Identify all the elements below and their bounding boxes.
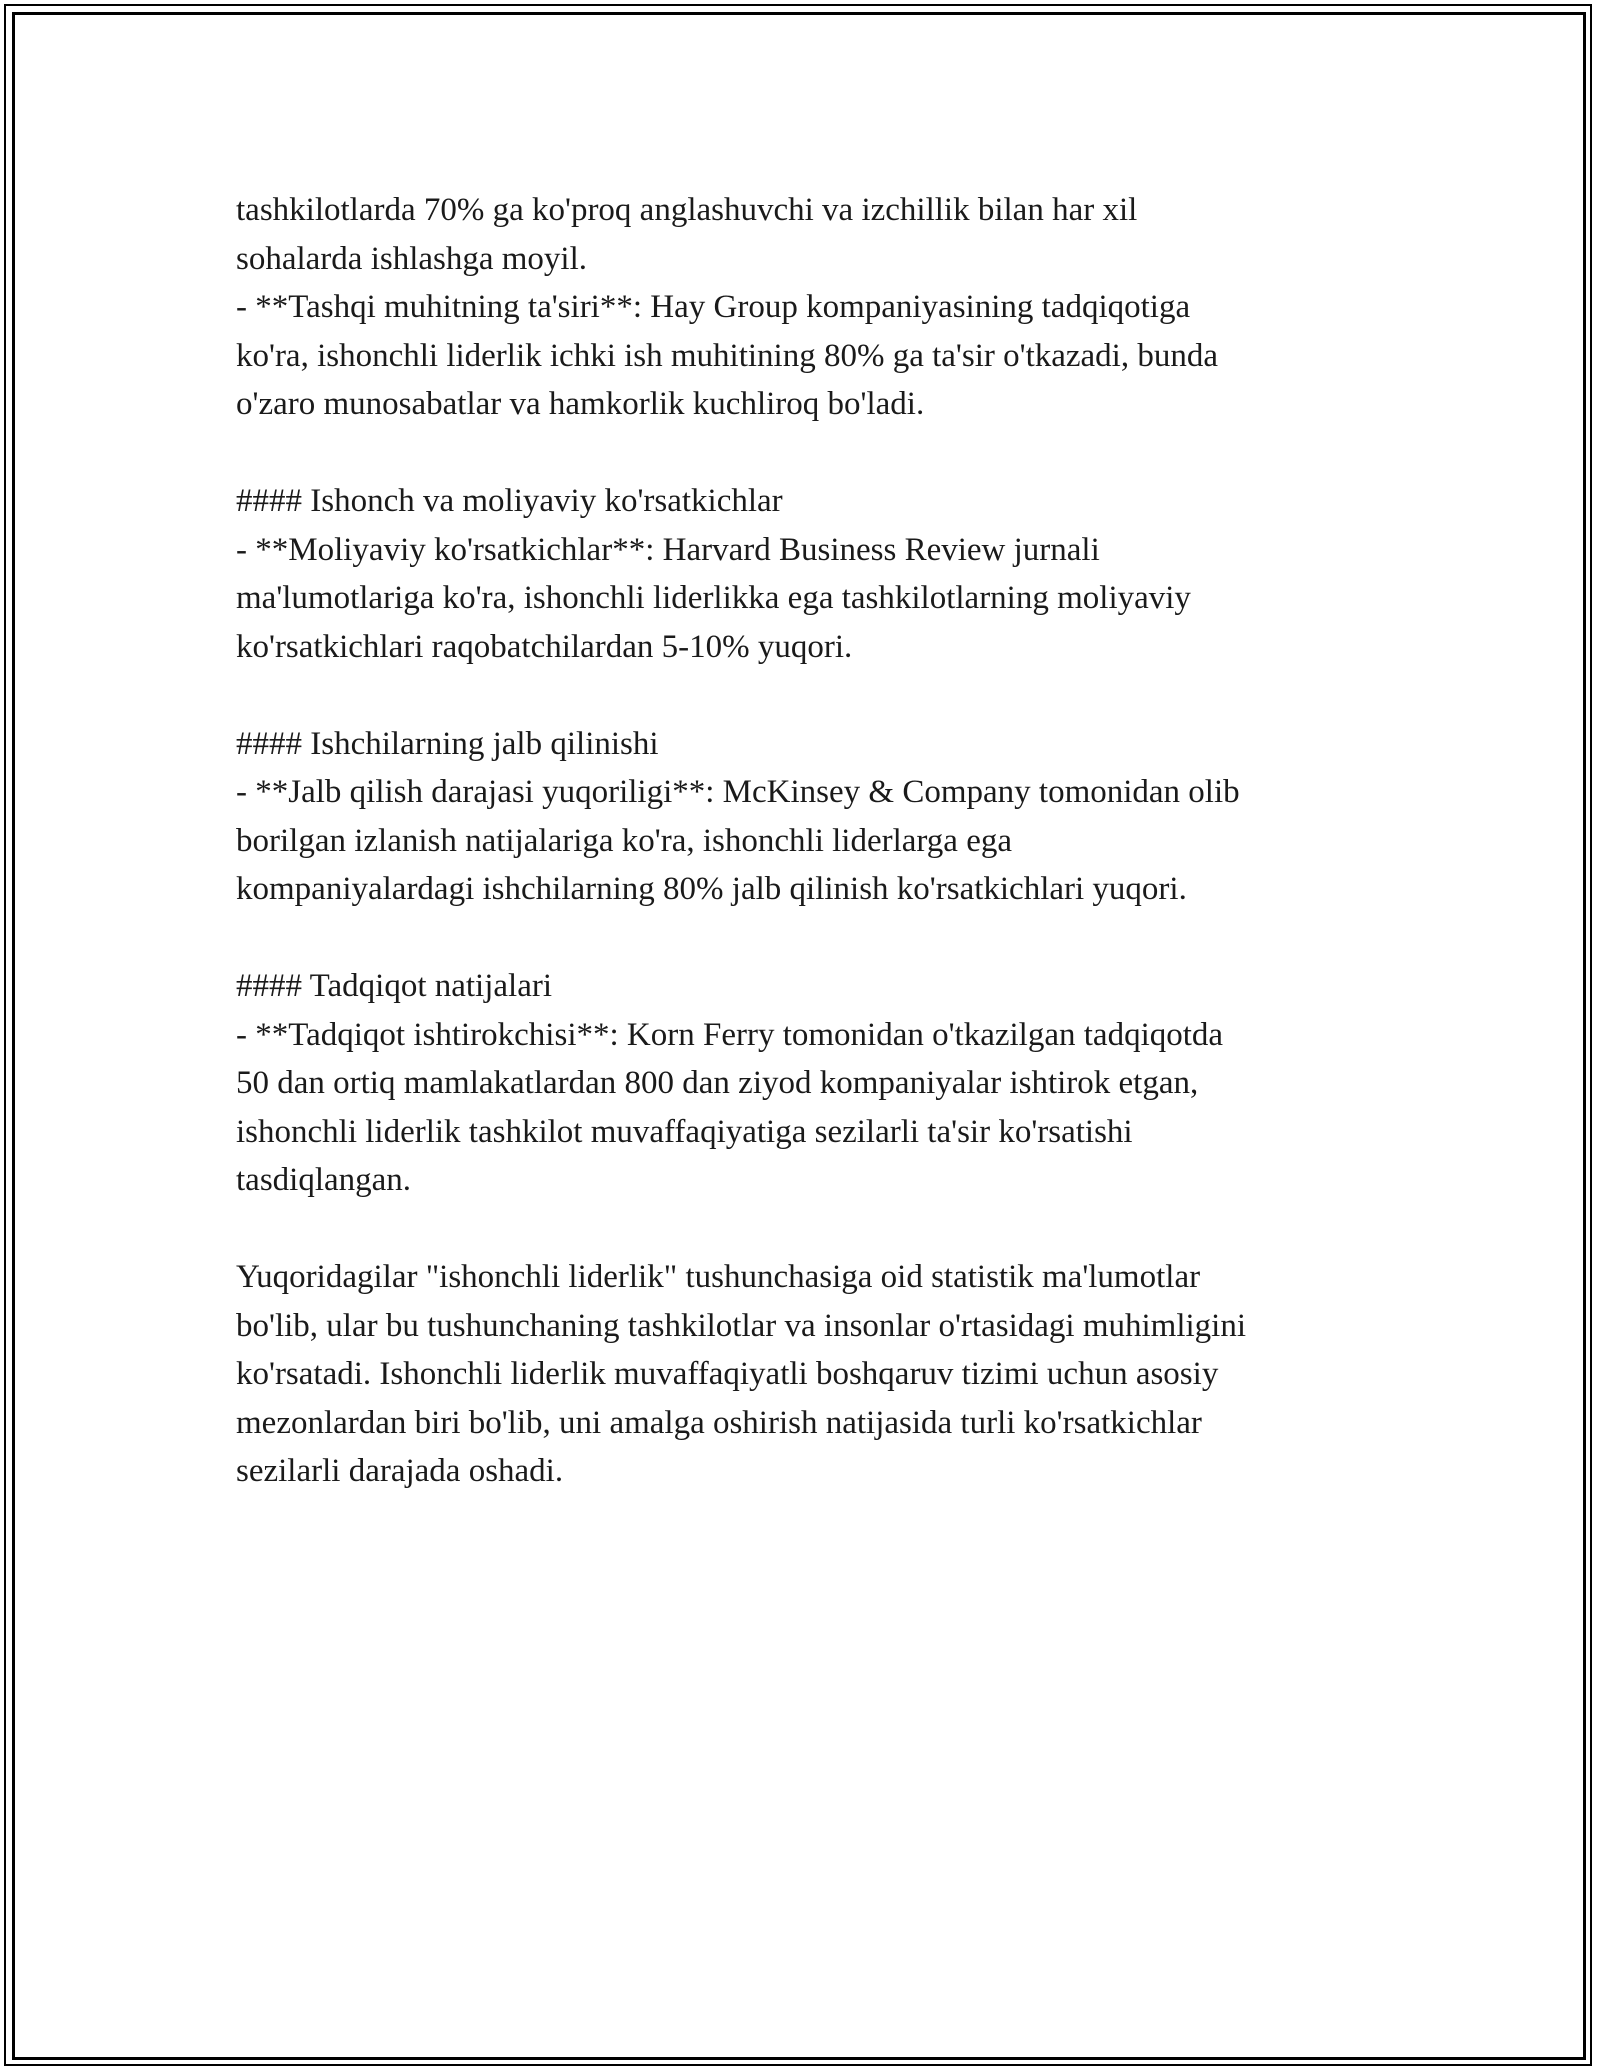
text-line: 50 dan ortiq mamlakatlardan 800 dan ziyod kompaniyalar ishtirok etgan,: [236, 1065, 1199, 1101]
section-financial: [236, 477, 1396, 671]
section-research: [236, 962, 1396, 1205]
text-line: o'zaro munosabatlar va hamkorlik kuchliroq bo'ladi.: [236, 386, 925, 422]
text-line: sohalarda ishlashga moyil.: [236, 240, 588, 277]
document-body: [236, 186, 1396, 1496]
conclusion-paragraph: [236, 1253, 1396, 1496]
text-line: ko'rsatadi. Ishonchli liderlik muvaffaqiyatli boshqaruv tizimi uchun asosiy: [236, 1356, 1219, 1392]
text-line: Yuqoridagilar "ishonchli liderlik" tushunchasiga oid statistik ma'lumotlar: [236, 1259, 1201, 1295]
bullet-item: - **Moliyaviy ko'rsatkichlar**: Harvard Business Review jurnali: [236, 531, 1100, 568]
text-line: ko'rsatkichlari raqobatchilardan 5-10% yuqori.: [236, 628, 853, 665]
blank-line: [236, 914, 1396, 963]
section-heading: #### Ishonch va moliyaviy ko'rsatkichlar: [236, 483, 783, 519]
section-engagement: [236, 720, 1396, 914]
text-line: ishonchli liderlik tashkilot muvaffaqiyatiga sezilarli ta'sir ko'rsatishi: [236, 1113, 1133, 1150]
text-line: sezilarli darajada oshadi.: [236, 1453, 564, 1489]
intro-paragraph: [236, 186, 1396, 429]
text-line: borilgan izlanish natijalariga ko'ra, ishonchli liderlarga ega: [236, 822, 1012, 859]
section-heading: #### Ishchilarning jalb qilinishi: [236, 725, 659, 762]
bullet-item: - **Jalb qilish darajasi yuqoriligi**: McKinsey & Company tomonidan olib: [236, 774, 1240, 810]
text-line: ko'ra, ishonchli liderlik ichki ish muhitining 80% ga ta'sir o'tkazadi, bunda: [236, 337, 1218, 374]
text-line: kompaniyalardagi ishchilarning 80% jalb qilinish ko'rsatkichlari yuqori.: [236, 871, 1187, 907]
text-line: bo'lib, ular bu tushunchaning tashkilotlar va insonlar o'rtasidagi muhimligini: [236, 1307, 1246, 1344]
text-line: mezonlardan biri bo'lib, uni amalga oshirish natijasida turli ko'rsatkichlar: [236, 1404, 1202, 1441]
blank-line: [236, 429, 1396, 478]
text-line: tashkilotlarda 70% ga ko'proq anglashuvchi va izchillik bilan har xil: [236, 192, 1138, 228]
text-line: ma'lumotlariga ko'ra, ishonchli liderlikka ega tashkilotlarning moliyaviy: [236, 580, 1191, 616]
blank-line: [236, 1205, 1396, 1254]
bullet-item: - **Tadqiqot ishtirokchisi**: Korn Ferry tomonidan o'tkazilgan tadqiqotda: [236, 1016, 1224, 1053]
text-line: tasdiqlangan.: [236, 1162, 412, 1198]
blank-line: [236, 671, 1396, 720]
bullet-item: - **Tashqi muhitning ta'siri**: Hay Group kompaniyasining tadqiqotiga: [236, 289, 1191, 325]
section-heading: #### Tadqiqot natijalari: [236, 968, 553, 1004]
